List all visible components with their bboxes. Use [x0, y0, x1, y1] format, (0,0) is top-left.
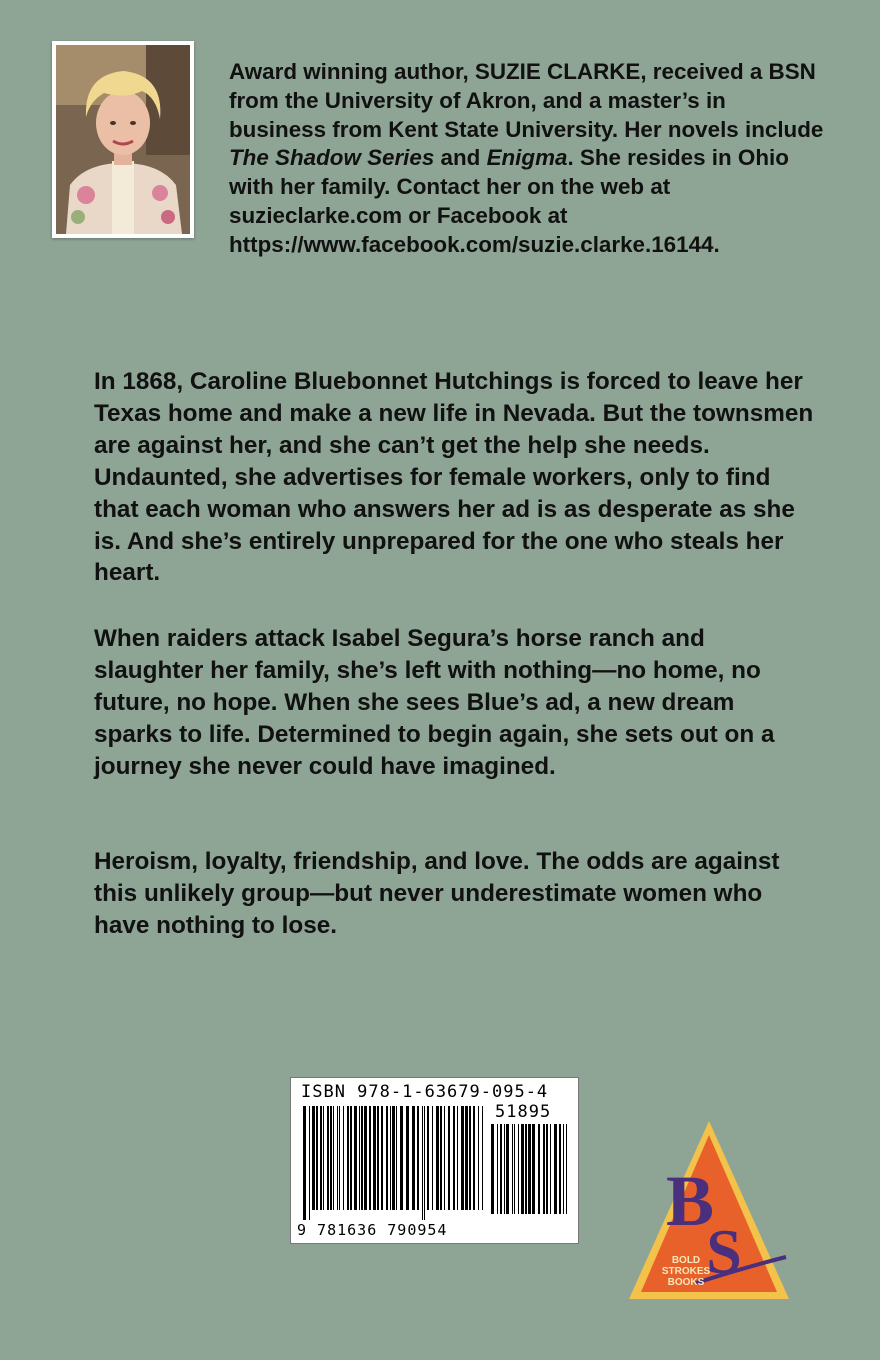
blurb-paragraph-2: When raiders attack Isabel Segura’s horse ranch and slaughter her family, she’s left with nothing—no home, no future, no hope. When she sees Blue’s ad, a new dream sparks to life. Determined to begin again, she sets out on a journey she never could have imagined. [94, 625, 775, 780]
barcode-bar [422, 1106, 423, 1220]
barcode-bar [392, 1106, 395, 1210]
author-portrait-image [56, 45, 190, 234]
barcode-bar [546, 1124, 548, 1214]
barcode-bar [323, 1106, 324, 1210]
bold-strokes-books-logo [626, 1117, 792, 1303]
barcode-bar [559, 1124, 561, 1214]
bio-intro: Award winning author, SUZIE CLARKE, received a BSN from the University of Akron, and a master’s in business from Kent State University. Her novels include [229, 59, 824, 142]
isbn-label: ISBN 978-1-63679-095-4 [301, 1082, 549, 1102]
barcode-bar [343, 1106, 344, 1210]
addon-barcode-bars [491, 1124, 567, 1224]
barcode-bar [444, 1106, 445, 1210]
barcode-bar [512, 1124, 513, 1214]
barcode-bar [347, 1106, 349, 1210]
barcode-bar [417, 1106, 419, 1210]
barcode-bar [465, 1106, 468, 1210]
barcode-bar [309, 1106, 310, 1220]
bio-outro: . She resides in Ohio with her family. Contact her on the web at suzieclarke.com or Facebook at https://www.facebook.com/suzie.clarke.16144. [229, 145, 789, 257]
isbn-barcode [290, 1077, 579, 1244]
logo-text-books: BOOKS [667, 1277, 705, 1288]
barcode-bar [406, 1106, 409, 1210]
barcode-bar [440, 1106, 442, 1210]
novel-title: Enigma [486, 145, 568, 171]
barcode-bar [453, 1106, 455, 1210]
barcode-bar [316, 1106, 318, 1210]
barcode-bar [566, 1124, 567, 1214]
barcode-bar [424, 1106, 425, 1220]
barcode-bar [427, 1106, 429, 1210]
barcode-bar [412, 1106, 415, 1210]
barcode-bar [528, 1124, 531, 1214]
barcode-bar [396, 1106, 397, 1210]
barcode-bar [482, 1106, 483, 1210]
barcode-bar [400, 1106, 403, 1210]
barcode-bar [390, 1106, 391, 1210]
barcode-bar [381, 1106, 383, 1210]
barcode-bar [327, 1106, 329, 1210]
barcode-bar [386, 1106, 388, 1210]
barcode-bar [436, 1106, 439, 1210]
barcode-bar [330, 1106, 332, 1210]
barcode-bar [473, 1106, 475, 1210]
barcode-bar [506, 1124, 509, 1214]
barcode-bar [359, 1106, 360, 1210]
barcode-bar [303, 1106, 306, 1220]
logo-monogram-b: B [665, 1161, 715, 1241]
barcode-bar [469, 1106, 471, 1210]
ean-digits: 9 781636 790954 [297, 1221, 448, 1239]
barcode-bar [491, 1124, 494, 1214]
barcode-bar [373, 1106, 376, 1210]
barcode-bar [500, 1124, 502, 1214]
barcode-bar [554, 1124, 557, 1214]
series-title: The Shadow Series [229, 145, 435, 171]
barcode-bar [364, 1106, 367, 1210]
barcode-bar [538, 1124, 540, 1214]
logo-monogram-s: S [706, 1216, 742, 1287]
barcode-bar [312, 1106, 315, 1210]
barcode-bar [448, 1106, 450, 1210]
barcode-bar [350, 1106, 352, 1210]
barcode-bar [497, 1124, 498, 1214]
barcode-bar [320, 1106, 322, 1210]
barcode-bar [532, 1124, 535, 1214]
barcode-bar [521, 1124, 524, 1214]
barcode-bar [369, 1106, 371, 1210]
barcode-bar [525, 1124, 527, 1214]
barcode-bar [543, 1124, 545, 1214]
barcode-bar [518, 1124, 519, 1214]
barcode-bar [563, 1124, 564, 1214]
barcode-bar [461, 1106, 464, 1210]
blurb-paragraph-3: Heroism, loyalty, friendship, and love. The odds are against this unlikely group—but never underestimate women who have nothing to lose. [94, 848, 780, 939]
barcode-bar [432, 1106, 433, 1210]
bio-and: and [434, 145, 487, 171]
barcode-bar [361, 1106, 363, 1210]
barcode-bar [377, 1106, 379, 1210]
barcode-bar [514, 1124, 515, 1214]
barcode-bar [457, 1106, 458, 1210]
barcode-bar [337, 1106, 338, 1210]
barcode-bar [354, 1106, 357, 1210]
blurb-paragraph-1: In 1868, Caroline Bluebonnet Hutchings is forced to leave her Texas home and make a new life in Nevada. But the townsmen are against her, and she can’t get the help she needs. Undaunted, she advertises for female workers, only to find that each woman who answers her ad is as desperate as she is. And she’s entirely unprepared for the one who steals her heart. [94, 368, 814, 587]
author-bio [229, 58, 829, 260]
barcode-bar [333, 1106, 334, 1210]
barcode-bar [339, 1106, 340, 1210]
price-code: 51895 [495, 1102, 552, 1122]
author-photo [52, 41, 194, 238]
logo-text-strokes: STROKES [661, 1266, 711, 1277]
logo-text-bold: BOLD [671, 1255, 701, 1266]
barcode-bar [550, 1124, 551, 1214]
barcode-bar [504, 1124, 505, 1214]
main-barcode-bars [303, 1106, 483, 1220]
barcode-bar [478, 1106, 479, 1210]
